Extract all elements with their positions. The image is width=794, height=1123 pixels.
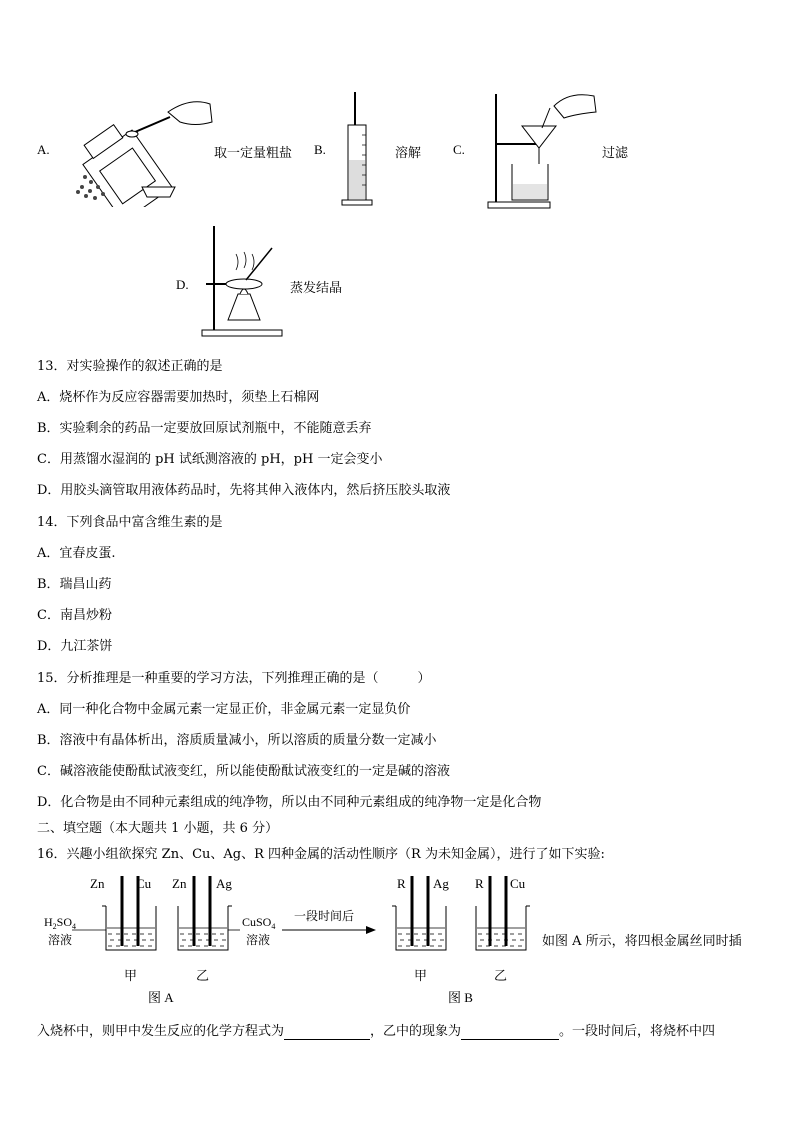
q16-line2-part3: 。一段时间后，将烧杯中四 xyxy=(559,1024,716,1039)
solution-word: 溶液 xyxy=(246,933,271,947)
q14-option-b: B．瑞昌山药 xyxy=(37,577,112,592)
section-heading: 二、填空题（本大题共 1 小题，共 6 分） xyxy=(37,821,279,836)
q15-stem: 15．分析推理是一种重要的学习方法，下列推理正确的是（ ） xyxy=(37,671,431,686)
metal-label: R xyxy=(397,876,406,891)
metal-label: Zn xyxy=(172,876,187,891)
q15-option-a: A．同一种化合物中金属元素一定显正价，非金属元素一定显负价 xyxy=(37,702,411,717)
metal-label: Cu xyxy=(510,876,526,891)
option-b-caption: 溶解 xyxy=(395,146,422,161)
figure-a-caption: 图 A xyxy=(148,990,174,1005)
q13-stem: 13．对实验操作的叙述正确的是 xyxy=(37,359,223,374)
q13-option-b: B．实验剩余的药品一定要放回原试剂瓶中，不能随意丢弃 xyxy=(37,421,372,436)
cuso4-label: CuSO$_4$ xyxy=(242,915,276,931)
q15-option-b: B．溶液中有晶体析出，溶质质量减小，所以溶质的质量分数一定减小 xyxy=(37,733,437,748)
q16-line2 xyxy=(37,1020,715,1040)
h2so4-label: $H_2SO_4$ xyxy=(44,915,77,931)
beaker-name: 乙 xyxy=(494,968,508,983)
evaporation-illustration xyxy=(198,224,288,340)
q13-option-a: A．烧杯作为反应容器需要加热时，须垫上石棉网 xyxy=(37,390,320,405)
option-c-caption: 过滤 xyxy=(602,146,629,161)
q15-option-d: D．化合物是由不同种元素组成的纯净物，所以由不同种元素组成的纯净物一定是化合物 xyxy=(37,795,542,810)
q16-stem: 16．兴趣小组欲探究 Zn、Cu、Ag、R 四种金属的活动性顺序（R 为未知金属），进行了如下实验: xyxy=(37,847,605,862)
option-a-caption: 取一定量粗盐 xyxy=(214,146,293,161)
answer-blank-phenomenon[interactable] xyxy=(461,1024,559,1040)
dissolve-cylinder-illustration xyxy=(338,90,378,210)
q16-line2-part2: ，乙中的现象为 xyxy=(370,1024,462,1039)
q14-stem: 14．下列食品中富含维生素的是 xyxy=(37,515,223,530)
q16-experiment-figure xyxy=(38,868,548,1008)
option-d-caption: 蒸发结晶 xyxy=(290,281,343,296)
option-d-letter: D. xyxy=(176,277,189,292)
solution-word: 溶液 xyxy=(48,933,73,947)
metal-label: Ag xyxy=(433,876,449,891)
q14-option-d: D．九江茶饼 xyxy=(37,639,113,654)
q14-option-a: A．宜春皮蛋. xyxy=(37,546,116,561)
option-b-letter: B. xyxy=(314,142,326,157)
metal-label: Cu xyxy=(136,876,152,891)
option-c-letter: C. xyxy=(453,142,465,157)
q14-option-c: C．南昌炒粉 xyxy=(37,608,112,623)
answer-blank-equation[interactable] xyxy=(284,1024,370,1040)
arrow-label: 一段时间后 xyxy=(294,909,355,923)
option-a-letter: A. xyxy=(37,142,50,157)
beaker-name: 甲 xyxy=(414,968,428,983)
beaker-name: 甲 xyxy=(124,968,138,983)
figure-b-caption: 图 B xyxy=(448,990,473,1005)
filtration-illustration xyxy=(484,86,604,212)
q13-option-d: D．用胶头滴管取用液体药品时，先将其伸入液体内，然后挤压胶头取液 xyxy=(37,483,451,498)
take-salt-illustration xyxy=(60,92,220,207)
q16-line2-part1: 入烧杯中，则甲中发生反应的化学方程式为 xyxy=(37,1024,285,1039)
q15-option-c: C．碱溶液能使酚酞试液变红，所以能使酚酞试液变红的一定是碱的溶液 xyxy=(37,764,450,779)
metal-label: Zn xyxy=(90,876,105,891)
metal-label: R xyxy=(475,876,484,891)
metal-label: Ag xyxy=(216,876,232,891)
q16-side-text: 如图 A 所示，将四根金属丝同时插 xyxy=(542,934,742,949)
beaker-name: 乙 xyxy=(196,968,210,983)
q13-option-c: C．用蒸馏水湿润的 pH 试纸测溶液的 pH，pH 一定会变小 xyxy=(37,452,383,467)
